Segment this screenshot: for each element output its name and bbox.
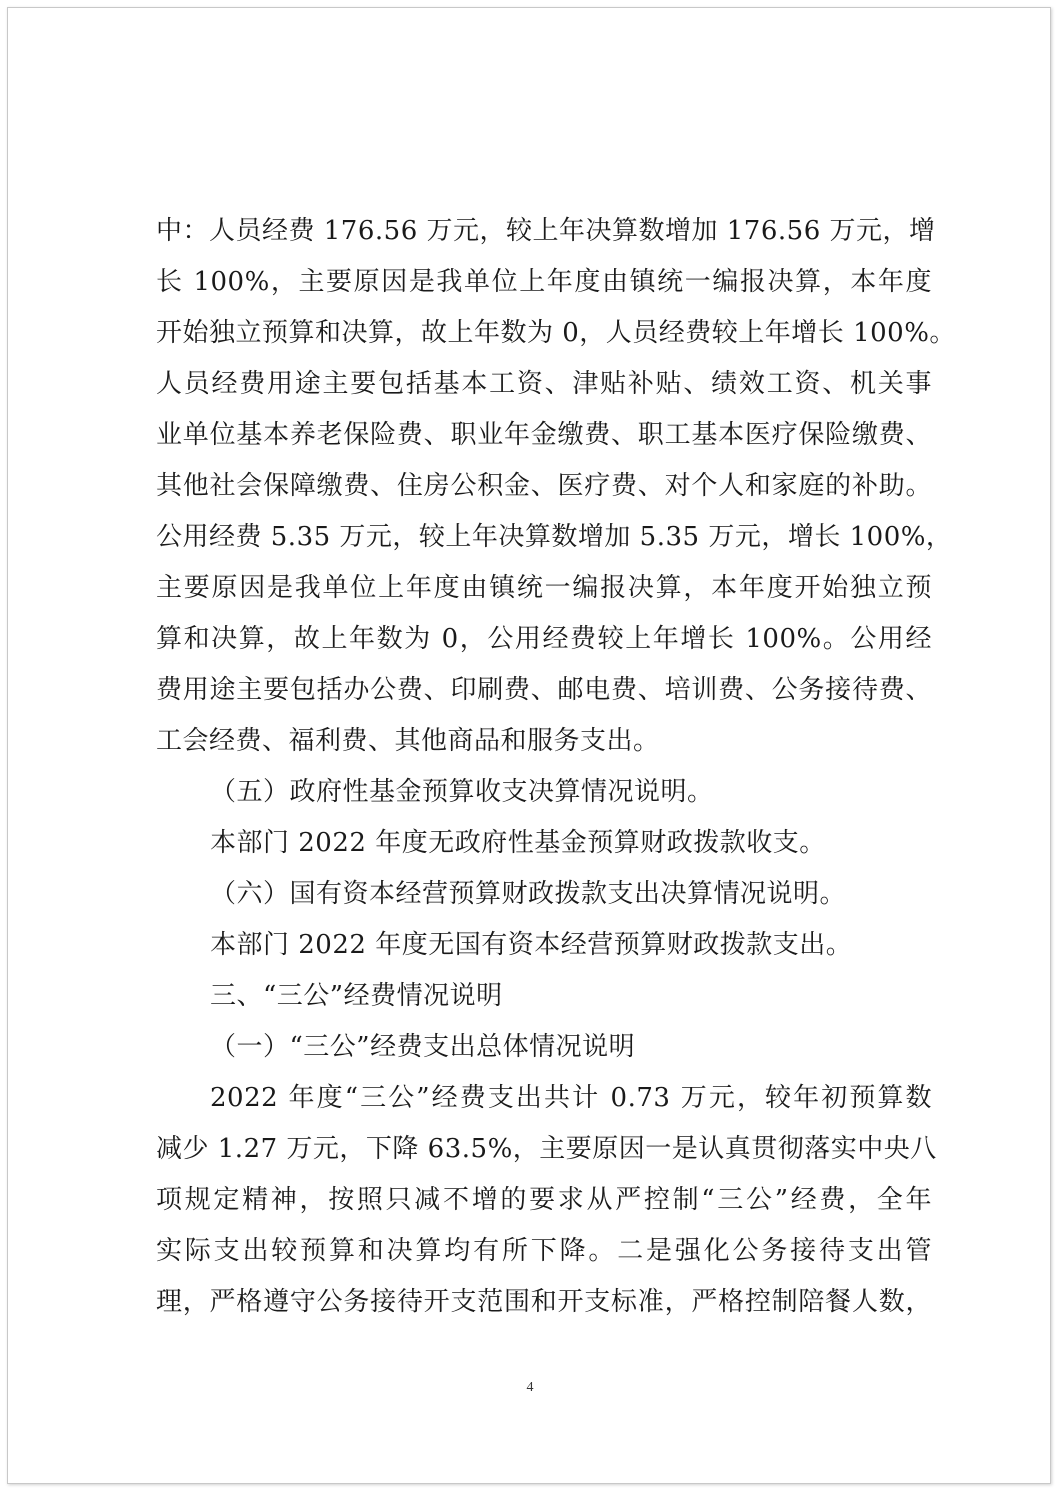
paragraph-line: 算和决算，故上年数为 0，公用经费较上年增长 100%。公用经 — [156, 624, 932, 654]
document-page — [7, 7, 1051, 1484]
paragraph-line: 主要原因是我单位上年度由镇统一编报决算，本年度开始独立预 — [156, 573, 932, 603]
paragraph-line: 实际支出较预算和决算均有所下降。二是强化公务接待支出管 — [156, 1236, 932, 1266]
section-heading: 三、“三公”经费情况说明 — [210, 981, 503, 1011]
paragraph-line: 人员经费用途主要包括基本工资、津贴补贴、绩效工资、机关事 — [156, 369, 932, 399]
section-heading: （五）政府性基金预算收支决算情况说明。 — [210, 777, 714, 807]
paragraph-line: 2022 年度“三公”经费支出共计 0.73 万元，较年初预算数 — [210, 1083, 932, 1113]
paragraph-line: 本部门 2022 年度无国有资本经营预算财政拨款支出。 — [210, 930, 853, 960]
paragraph-line: 费用途主要包括办公费、印刷费、邮电费、培训费、公务接待费、 — [156, 675, 932, 705]
paragraph-line: 公用经费 5.35 万元，较上年决算数增加 5.35 万元，增长 100%， — [156, 522, 953, 552]
paragraph-line: 工会经费、福利费、其他商品和服务支出。 — [156, 726, 660, 756]
paragraph-line: 业单位基本养老保险费、职业年金缴费、职工基本医疗保险缴费、 — [156, 420, 932, 450]
body-text — [156, 206, 956, 1328]
section-heading: （六）国有资本经营预算财政拨款支出决算情况说明。 — [210, 879, 847, 909]
section-heading: （一）“三公”经费支出总体情况说明 — [210, 1032, 636, 1062]
paragraph-line: 减少 1.27 万元，下降 63.5%，主要原因一是认真贯彻落实中央八 — [156, 1134, 937, 1164]
paragraph-line: 理，严格遵守公务接待开支范围和开支标准，严格控制陪餐人数， — [156, 1287, 932, 1317]
paragraph-line: 长 100%，主要原因是我单位上年度由镇统一编报决算，本年度 — [156, 267, 932, 297]
page-number: 4 — [526, 1380, 534, 1395]
paragraph-line: 项规定精神，按照只减不增的要求从严控制“三公”经费，全年 — [156, 1185, 932, 1215]
paragraph-line: 本部门 2022 年度无政府性基金预算财政拨款收支。 — [210, 828, 826, 858]
paragraph-line: 中：人员经费 176.56 万元，较上年决算数增加 176.56 万元，增 — [156, 216, 936, 246]
paragraph-line: 开始独立预算和决算，故上年数为 0，人员经费较上年增长 100%。 — [156, 318, 956, 348]
paragraph-line: 其他社会保障缴费、住房公积金、医疗费、对个人和家庭的补助。 — [156, 471, 932, 501]
